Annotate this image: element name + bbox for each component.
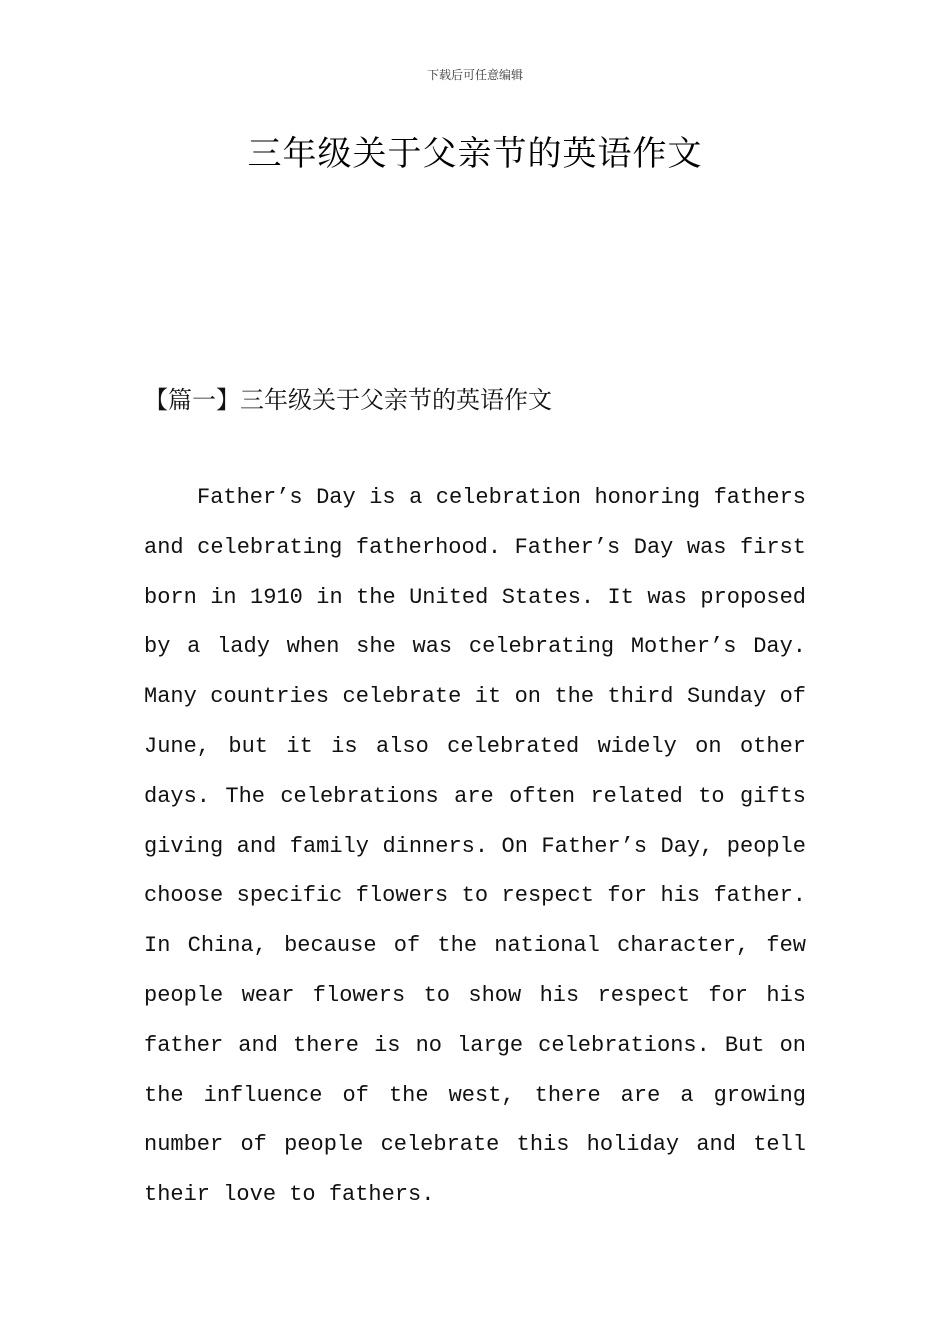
page-header-note: 下载后可任意编辑: [426, 68, 523, 82]
document-title: 三年级关于父亲节的英语作文: [247, 134, 703, 174]
essay-paragraph: Father’s Day is a celebration honoring fathers and celebrating fatherhood. Father’s Day was first born in 1910 in the United States. It was proposed by a lady when she was celebrating Mother’s Day. Many countries celebrate it on the third Sunday of June, but it is also celebrated widely on other days. The celebrations are often related to gifts giving and family dinners. On Father’s Day, people choose specific flowers to respect for his father. In China, because of the national character, few people wear flowers to show his respect for his father and there is no large celebrations. But on the influence of the west, there are a growing number of people celebrate this holiday and tell their love to fathers.: [144, 485, 806, 1208]
section-heading: 【篇一】三年级关于父亲节的英语作文: [144, 386, 552, 414]
